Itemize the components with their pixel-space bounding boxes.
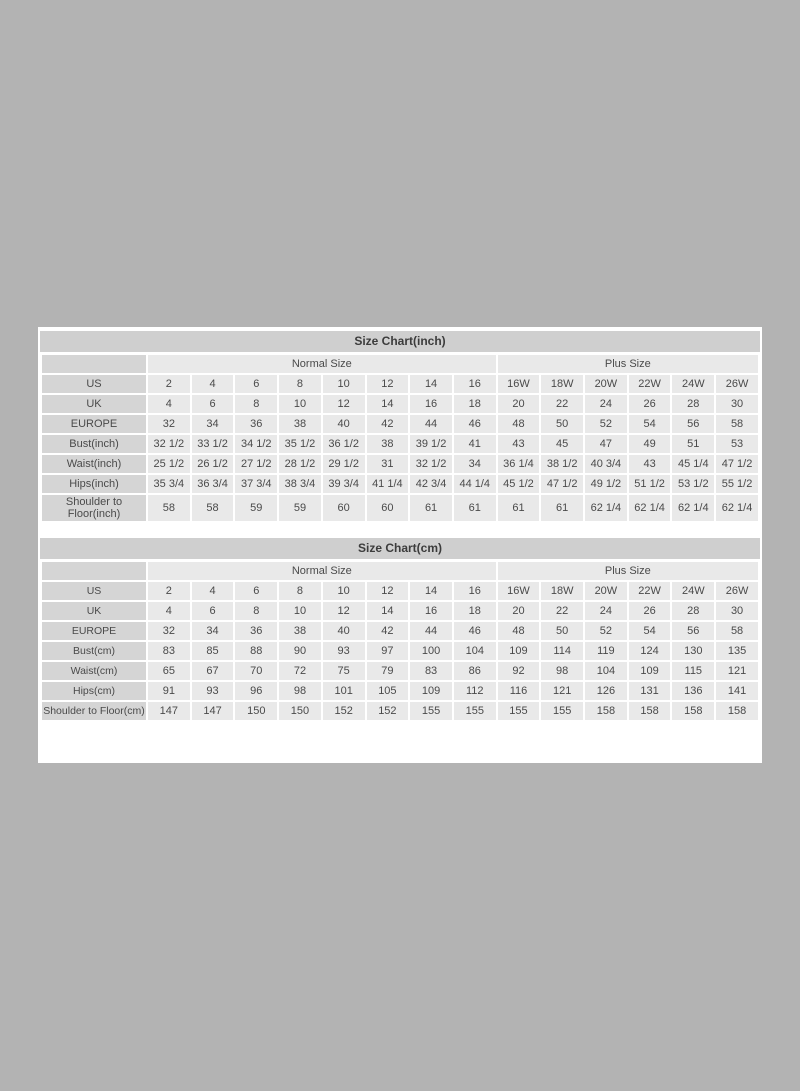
group-header-row	[41, 561, 759, 581]
data-cell: 44	[409, 414, 453, 434]
data-cell: 114	[540, 641, 584, 661]
data-cell: 141	[715, 681, 759, 701]
data-cell: 70	[234, 661, 278, 681]
data-cell: 83	[147, 641, 191, 661]
data-cell: 58	[715, 621, 759, 641]
data-cell: 4	[147, 394, 191, 414]
table-row	[41, 701, 759, 721]
data-cell: 6	[234, 581, 278, 601]
data-cell: 10	[322, 581, 366, 601]
data-cell: 60	[366, 494, 410, 522]
data-cell: 24	[584, 601, 628, 621]
data-cell: 104	[453, 641, 497, 661]
data-cell: 147	[191, 701, 235, 721]
data-cell: 38 3/4	[278, 474, 322, 494]
data-cell: 104	[584, 661, 628, 681]
data-cell: 49	[628, 434, 672, 454]
data-cell: 126	[584, 681, 628, 701]
data-cell: 158	[671, 701, 715, 721]
data-cell: 52	[584, 621, 628, 641]
data-cell: 22	[540, 601, 584, 621]
data-cell: 54	[628, 414, 672, 434]
data-cell: 14	[409, 374, 453, 394]
data-cell: 39 1/2	[409, 434, 453, 454]
data-cell: 47 1/2	[540, 474, 584, 494]
data-cell: 46	[453, 414, 497, 434]
data-cell: 10	[278, 601, 322, 621]
data-cell: 14	[366, 601, 410, 621]
data-cell: 32 1/2	[147, 434, 191, 454]
data-cell: 32 1/2	[409, 454, 453, 474]
row-label: EUROPE	[41, 414, 147, 434]
data-cell: 6	[191, 394, 235, 414]
data-cell: 93	[322, 641, 366, 661]
data-cell: 6	[191, 601, 235, 621]
data-cell: 59	[234, 494, 278, 522]
data-cell: 12	[366, 581, 410, 601]
data-cell: 12	[366, 374, 410, 394]
data-cell: 34	[191, 621, 235, 641]
data-cell: 56	[671, 414, 715, 434]
data-cell: 97	[366, 641, 410, 661]
data-cell: 24W	[671, 374, 715, 394]
size-chart-panel	[38, 327, 762, 763]
data-cell: 41 1/4	[366, 474, 410, 494]
data-cell: 158	[584, 701, 628, 721]
row-label: Waist(inch)	[41, 454, 147, 474]
data-cell: 14	[366, 394, 410, 414]
data-cell: 18W	[540, 581, 584, 601]
row-label: UK	[41, 601, 147, 621]
row-label: Hips(inch)	[41, 474, 147, 494]
data-cell: 22W	[628, 581, 672, 601]
data-cell: 2	[147, 374, 191, 394]
row-label: Hips(cm)	[41, 681, 147, 701]
data-cell: 119	[584, 641, 628, 661]
data-cell: 12	[322, 601, 366, 621]
data-cell: 152	[366, 701, 410, 721]
data-cell: 45	[540, 434, 584, 454]
data-cell: 40	[322, 414, 366, 434]
data-cell: 61	[497, 494, 541, 522]
data-cell: 55 1/2	[715, 474, 759, 494]
data-cell: 16W	[497, 374, 541, 394]
data-cell: 35 3/4	[147, 474, 191, 494]
data-cell: 16	[409, 394, 453, 414]
row-label: Bust(inch)	[41, 434, 147, 454]
data-cell: 31	[366, 454, 410, 474]
data-cell: 42	[366, 621, 410, 641]
data-cell: 20W	[584, 581, 628, 601]
group-header-row	[41, 354, 759, 374]
data-cell: 26	[628, 601, 672, 621]
data-cell: 43	[628, 454, 672, 474]
data-cell: 8	[234, 394, 278, 414]
data-cell: 28	[671, 394, 715, 414]
row-label: Bust(cm)	[41, 641, 147, 661]
data-cell: 58	[147, 494, 191, 522]
data-cell: 36 1/2	[322, 434, 366, 454]
data-cell: 47	[584, 434, 628, 454]
data-cell: 88	[234, 641, 278, 661]
data-cell: 109	[628, 661, 672, 681]
data-cell: 54	[628, 621, 672, 641]
data-cell: 18	[453, 394, 497, 414]
data-cell: 35 1/2	[278, 434, 322, 454]
row-label: US	[41, 374, 147, 394]
data-cell: 121	[540, 681, 584, 701]
data-cell: 109	[409, 681, 453, 701]
data-cell: 40	[322, 621, 366, 641]
data-cell: 22W	[628, 374, 672, 394]
data-cell: 115	[671, 661, 715, 681]
data-cell: 46	[453, 621, 497, 641]
table-row	[41, 414, 759, 434]
table-row	[41, 474, 759, 494]
data-cell: 28 1/2	[278, 454, 322, 474]
data-cell: 72	[278, 661, 322, 681]
data-cell: 105	[366, 681, 410, 701]
data-cell: 150	[234, 701, 278, 721]
data-cell: 158	[628, 701, 672, 721]
data-cell: 65	[147, 661, 191, 681]
data-cell: 62 1/4	[671, 494, 715, 522]
data-cell: 36	[234, 414, 278, 434]
data-cell: 96	[234, 681, 278, 701]
row-label: EUROPE	[41, 621, 147, 641]
data-cell: 131	[628, 681, 672, 701]
size-chart-title-inch: Size Chart(inch)	[40, 331, 760, 352]
data-cell: 152	[322, 701, 366, 721]
data-cell: 124	[628, 641, 672, 661]
data-cell: 44 1/4	[453, 474, 497, 494]
row-label: UK	[41, 394, 147, 414]
data-cell: 147	[147, 701, 191, 721]
data-cell: 135	[715, 641, 759, 661]
data-cell: 112	[453, 681, 497, 701]
table-row	[41, 641, 759, 661]
corner-cell	[41, 561, 147, 581]
data-cell: 6	[234, 374, 278, 394]
data-cell: 61	[453, 494, 497, 522]
data-cell: 50	[540, 414, 584, 434]
data-cell: 121	[715, 661, 759, 681]
data-cell: 58	[191, 494, 235, 522]
data-cell: 34	[453, 454, 497, 474]
data-cell: 18	[453, 601, 497, 621]
data-cell: 8	[234, 601, 278, 621]
data-cell: 67	[191, 661, 235, 681]
data-cell: 42 3/4	[409, 474, 453, 494]
data-cell: 4	[147, 601, 191, 621]
data-cell: 100	[409, 641, 453, 661]
data-cell: 109	[497, 641, 541, 661]
data-cell: 83	[409, 661, 453, 681]
data-cell: 47 1/2	[715, 454, 759, 474]
data-cell: 90	[278, 641, 322, 661]
data-cell: 48	[497, 414, 541, 434]
data-cell: 42	[366, 414, 410, 434]
data-cell: 34	[191, 414, 235, 434]
data-cell: 16	[453, 581, 497, 601]
data-cell: 8	[278, 374, 322, 394]
data-cell: 62 1/4	[584, 494, 628, 522]
data-cell: 45 1/2	[497, 474, 541, 494]
size-chart-title-cm: Size Chart(cm)	[40, 538, 760, 559]
data-cell: 34 1/2	[234, 434, 278, 454]
data-cell: 62 1/4	[715, 494, 759, 522]
data-cell: 155	[453, 701, 497, 721]
data-cell: 38	[366, 434, 410, 454]
data-cell: 50	[540, 621, 584, 641]
group-header: Normal Size	[147, 561, 497, 581]
table-row	[41, 681, 759, 701]
data-cell: 93	[191, 681, 235, 701]
data-cell: 4	[191, 374, 235, 394]
data-cell: 52	[584, 414, 628, 434]
data-cell: 26W	[715, 374, 759, 394]
data-cell: 4	[191, 581, 235, 601]
data-cell: 53	[715, 434, 759, 454]
data-cell: 92	[497, 661, 541, 681]
data-cell: 43	[497, 434, 541, 454]
data-cell: 36 3/4	[191, 474, 235, 494]
table-row	[41, 374, 759, 394]
data-cell: 51 1/2	[628, 474, 672, 494]
size-chart-section-inch	[40, 331, 760, 523]
group-header: Plus Size	[497, 561, 759, 581]
data-cell: 26	[628, 394, 672, 414]
data-cell: 36	[234, 621, 278, 641]
size-chart-section-cm	[40, 538, 760, 722]
data-cell: 62 1/4	[628, 494, 672, 522]
data-cell: 51	[671, 434, 715, 454]
size-table-cm	[40, 560, 760, 722]
data-cell: 27 1/2	[234, 454, 278, 474]
data-cell: 75	[322, 661, 366, 681]
data-cell: 30	[715, 601, 759, 621]
row-label: Shoulder to Floor(cm)	[41, 701, 147, 721]
data-cell: 101	[322, 681, 366, 701]
data-cell: 48	[497, 621, 541, 641]
data-cell: 136	[671, 681, 715, 701]
data-cell: 2	[147, 581, 191, 601]
data-cell: 39 3/4	[322, 474, 366, 494]
table-row	[41, 621, 759, 641]
group-header: Normal Size	[147, 354, 497, 374]
data-cell: 59	[278, 494, 322, 522]
data-cell: 29 1/2	[322, 454, 366, 474]
data-cell: 41	[453, 434, 497, 454]
data-cell: 18W	[540, 374, 584, 394]
data-cell: 86	[453, 661, 497, 681]
row-label: Waist(cm)	[41, 661, 147, 681]
data-cell: 56	[671, 621, 715, 641]
data-cell: 30	[715, 394, 759, 414]
data-cell: 20W	[584, 374, 628, 394]
table-row	[41, 454, 759, 474]
data-cell: 24	[584, 394, 628, 414]
data-cell: 49 1/2	[584, 474, 628, 494]
data-cell: 150	[278, 701, 322, 721]
data-cell: 116	[497, 681, 541, 701]
data-cell: 85	[191, 641, 235, 661]
data-cell: 98	[278, 681, 322, 701]
data-cell: 16	[409, 601, 453, 621]
data-cell: 36 1/4	[497, 454, 541, 474]
data-cell: 58	[715, 414, 759, 434]
data-cell: 10	[322, 374, 366, 394]
data-cell: 33 1/2	[191, 434, 235, 454]
data-cell: 61	[540, 494, 584, 522]
data-cell: 10	[278, 394, 322, 414]
data-cell: 91	[147, 681, 191, 701]
data-cell: 155	[409, 701, 453, 721]
data-cell: 98	[540, 661, 584, 681]
data-cell: 44	[409, 621, 453, 641]
data-cell: 25 1/2	[147, 454, 191, 474]
data-cell: 130	[671, 641, 715, 661]
data-cell: 61	[409, 494, 453, 522]
data-cell: 53 1/2	[671, 474, 715, 494]
table-row	[41, 394, 759, 414]
data-cell: 24W	[671, 581, 715, 601]
row-label: US	[41, 581, 147, 601]
table-row	[41, 581, 759, 601]
corner-cell	[41, 354, 147, 374]
data-cell: 155	[497, 701, 541, 721]
data-cell: 155	[540, 701, 584, 721]
data-cell: 20	[497, 394, 541, 414]
data-cell: 60	[322, 494, 366, 522]
table-row	[41, 434, 759, 454]
data-cell: 12	[322, 394, 366, 414]
group-header: Plus Size	[497, 354, 759, 374]
data-cell: 38 1/2	[540, 454, 584, 474]
data-cell: 40 3/4	[584, 454, 628, 474]
data-cell: 45 1/4	[671, 454, 715, 474]
table-row	[41, 601, 759, 621]
table-row	[41, 661, 759, 681]
data-cell: 158	[715, 701, 759, 721]
data-cell: 38	[278, 414, 322, 434]
data-cell: 38	[278, 621, 322, 641]
data-cell: 8	[278, 581, 322, 601]
table-row	[41, 494, 759, 522]
row-label: Shoulder to Floor(inch)	[41, 494, 147, 522]
data-cell: 14	[409, 581, 453, 601]
data-cell: 79	[366, 661, 410, 681]
size-table-inch	[40, 353, 760, 523]
data-cell: 26W	[715, 581, 759, 601]
data-cell: 37 3/4	[234, 474, 278, 494]
data-cell: 16	[453, 374, 497, 394]
data-cell: 26 1/2	[191, 454, 235, 474]
data-cell: 28	[671, 601, 715, 621]
data-cell: 20	[497, 601, 541, 621]
data-cell: 32	[147, 414, 191, 434]
data-cell: 22	[540, 394, 584, 414]
data-cell: 32	[147, 621, 191, 641]
data-cell: 16W	[497, 581, 541, 601]
